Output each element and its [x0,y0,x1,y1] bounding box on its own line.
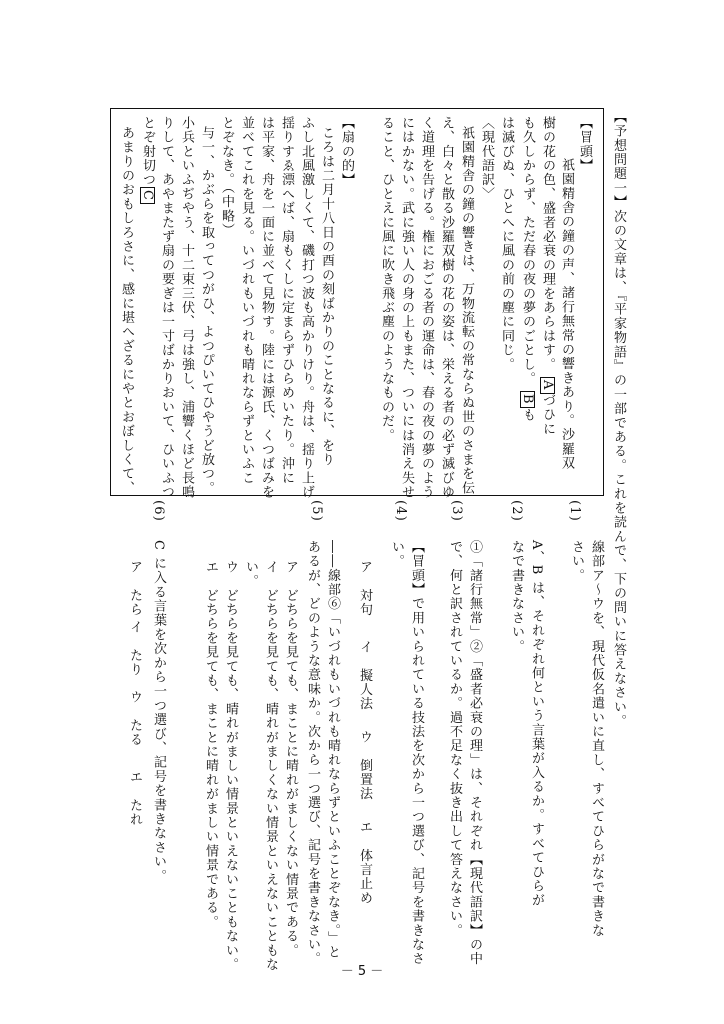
bouto-line-2-text: 樹の花の色、盛者必衰の理をあらはす。 [540,116,555,372]
page-number: － 5 － [340,964,384,979]
gendai-line-2: え、白々と散る沙羅双樹の花の姿は、栄える者の必ず滅びゆ [439,116,454,500]
bouto-heading: 【冒頭】 [577,116,592,173]
ougi-line-7: 与一、かぶらを取ってつがひ、よつぴいてひやうど放つ。 [199,126,214,496]
q2-line-2: なで書きなさい。 [509,540,524,654]
q1-line-1: 線部ア～ウを、現代仮名遣いに直し、すべてひらがなで書きな [589,540,604,938]
q2-line-1: A、B は、それぞれ何という言葉が入るか。すべてひらが [529,540,544,908]
gendai-heading: 〈現代語訳〉 [479,116,494,202]
ougi-line-4: は平家、舟を一面に並べて見物す。陸には源氏、くつばみを [259,116,274,500]
q6-option-u[interactable]: ウ たる [127,690,142,747]
gendai-line-3: く道理を告げる。権におごる者の運命は、春の夜の夢のよう [419,116,434,500]
q2-num: (2) [509,500,524,523]
gendai-line-4: にはかない。武に強い人の身の上もまた、ついには消え失せ [399,116,414,500]
q5-option-i[interactable]: イ どちらを見ても、晴れがましくない情景といえないこともな [263,560,278,972]
q6-line-1: C に入る言葉を次から一つ選び、記号を書きなさい。 [151,540,166,884]
q4-line-1: 【冒頭】で用いられている技法を次から一つ選び、記号を書きなさ [409,540,424,966]
ougi-line-6: とぞなき。（中略） [219,116,234,238]
bouto-heading-text: 冒頭 [577,130,592,159]
header-line: 【予想問題一】次の文章は、『平家物語』の一部である。これを読んで、下の問いに答えなさい。 [611,110,626,729]
ougi-line-10 [140,116,155,204]
q5-option-u[interactable]: ウ どちらを見ても、晴れがましい情景といえないこともない。 [223,560,238,972]
bouto-line-3-text: も久しからず、ただ春の夜の夢のごとし。 [520,116,535,386]
q6-option-a[interactable]: ア たら [127,560,142,617]
ougi-heading: 【扇の的】 [339,116,354,188]
ougi-line-5: 並べてこれを見る。いづれもいづれも晴れならずといふこ [239,116,254,486]
ougi-line-9: りして、あやまたず扇の要ぎは一寸ばかりおいて、ひいふつ [159,116,174,500]
bouto-line-3 [520,116,535,422]
q3-line-1: ①「諸行無常」②「盛者必衰の理」は、それぞれ【現代語訳】の中 [467,540,482,966]
box-c: C [140,187,155,204]
q5-option-i-cont: い。 [243,560,258,589]
q5-line-2: あるが、どのような意味か。次から一つ選び、記号を書きなさい。 [305,540,320,966]
q4-option-a[interactable]: ア 対句 [357,560,372,617]
bouto-line-2 [540,116,555,436]
bouto-line-2-tail: づひに [540,393,555,437]
bouto-line-1: 祇園精舎の鐘の声、諸行無常の響きあり。沙羅双 [559,158,574,471]
ougi-line-10-text: とぞ射切つ [140,116,155,187]
q5-option-e[interactable]: エ どちらを見ても、まことに晴れがましい情景である。 [203,560,218,930]
q1-line-2: さい。 [569,540,584,583]
ougi-line-3: 揺りすゑ漂へば、扇もくしに定まらずひらめいたり。沖に [279,116,294,486]
q4-num: (4) [393,500,408,523]
q5-option-a[interactable]: ア どちらを見ても、まことに晴れがましくない情景である。 [283,560,298,958]
q6-option-e[interactable]: エ たれ [127,770,142,827]
q5-line-1: ――線部⑥「いづれもいづれも晴れならずといふことぞなき。」と [325,540,340,960]
bouto-line-3-tail: も [520,407,535,423]
ougi-line-2: ふし北風激しくて、磯打つ波も高かりけり。舟は、揺り上げ [299,116,314,500]
ougi-line-8: 小兵といふぢやう、十二束三伏、弓は強し、浦響くほど長鳴 [179,116,194,500]
q4-option-i[interactable]: イ 擬人法 [357,640,372,711]
ougi-line-1: ころは二月十八日の酉の刻ばかりのことなるに、をり [319,126,334,467]
q5-num: (5) [309,500,324,523]
q4-option-e[interactable]: エ 体言止め [357,820,372,906]
q6-option-i[interactable]: イ たり [127,620,142,677]
q4-option-u[interactable]: ウ 倒置法 [357,730,372,801]
ougi-line-11: あまりのおもしろさに、感に堪へざるにやとおぼしくて、 [119,126,134,496]
ougi-heading-text: 扇の的 [339,130,354,173]
bouto-line-4: は滅びぬ、ひとへに風の前の塵に同じ。 [499,116,514,372]
header-label: 予想問題一 [611,124,626,196]
q3-num: (3) [449,500,464,523]
q6-num: (6) [151,500,166,523]
box-b: B [520,391,535,408]
q4-line-2: い。 [389,540,404,569]
header-instruction: 次の文章は、『平家物語』の一部である。これを読んで、下の問いに答えなさい。 [611,209,626,729]
q1-num: (1) [567,500,582,523]
gendai-line-5: ること、ひとえに風に吹き飛ぶ塵のようなものだ。 [379,116,394,443]
q3-line-2: で、何と訳されているか。過不足なく抜き出して答えなさい。 [447,540,462,938]
gendai-line-1: 祇園精舎の鐘の響きは、万物流転の常ならぬ世のさまを伝 [459,126,474,496]
box-a: A [540,377,555,394]
